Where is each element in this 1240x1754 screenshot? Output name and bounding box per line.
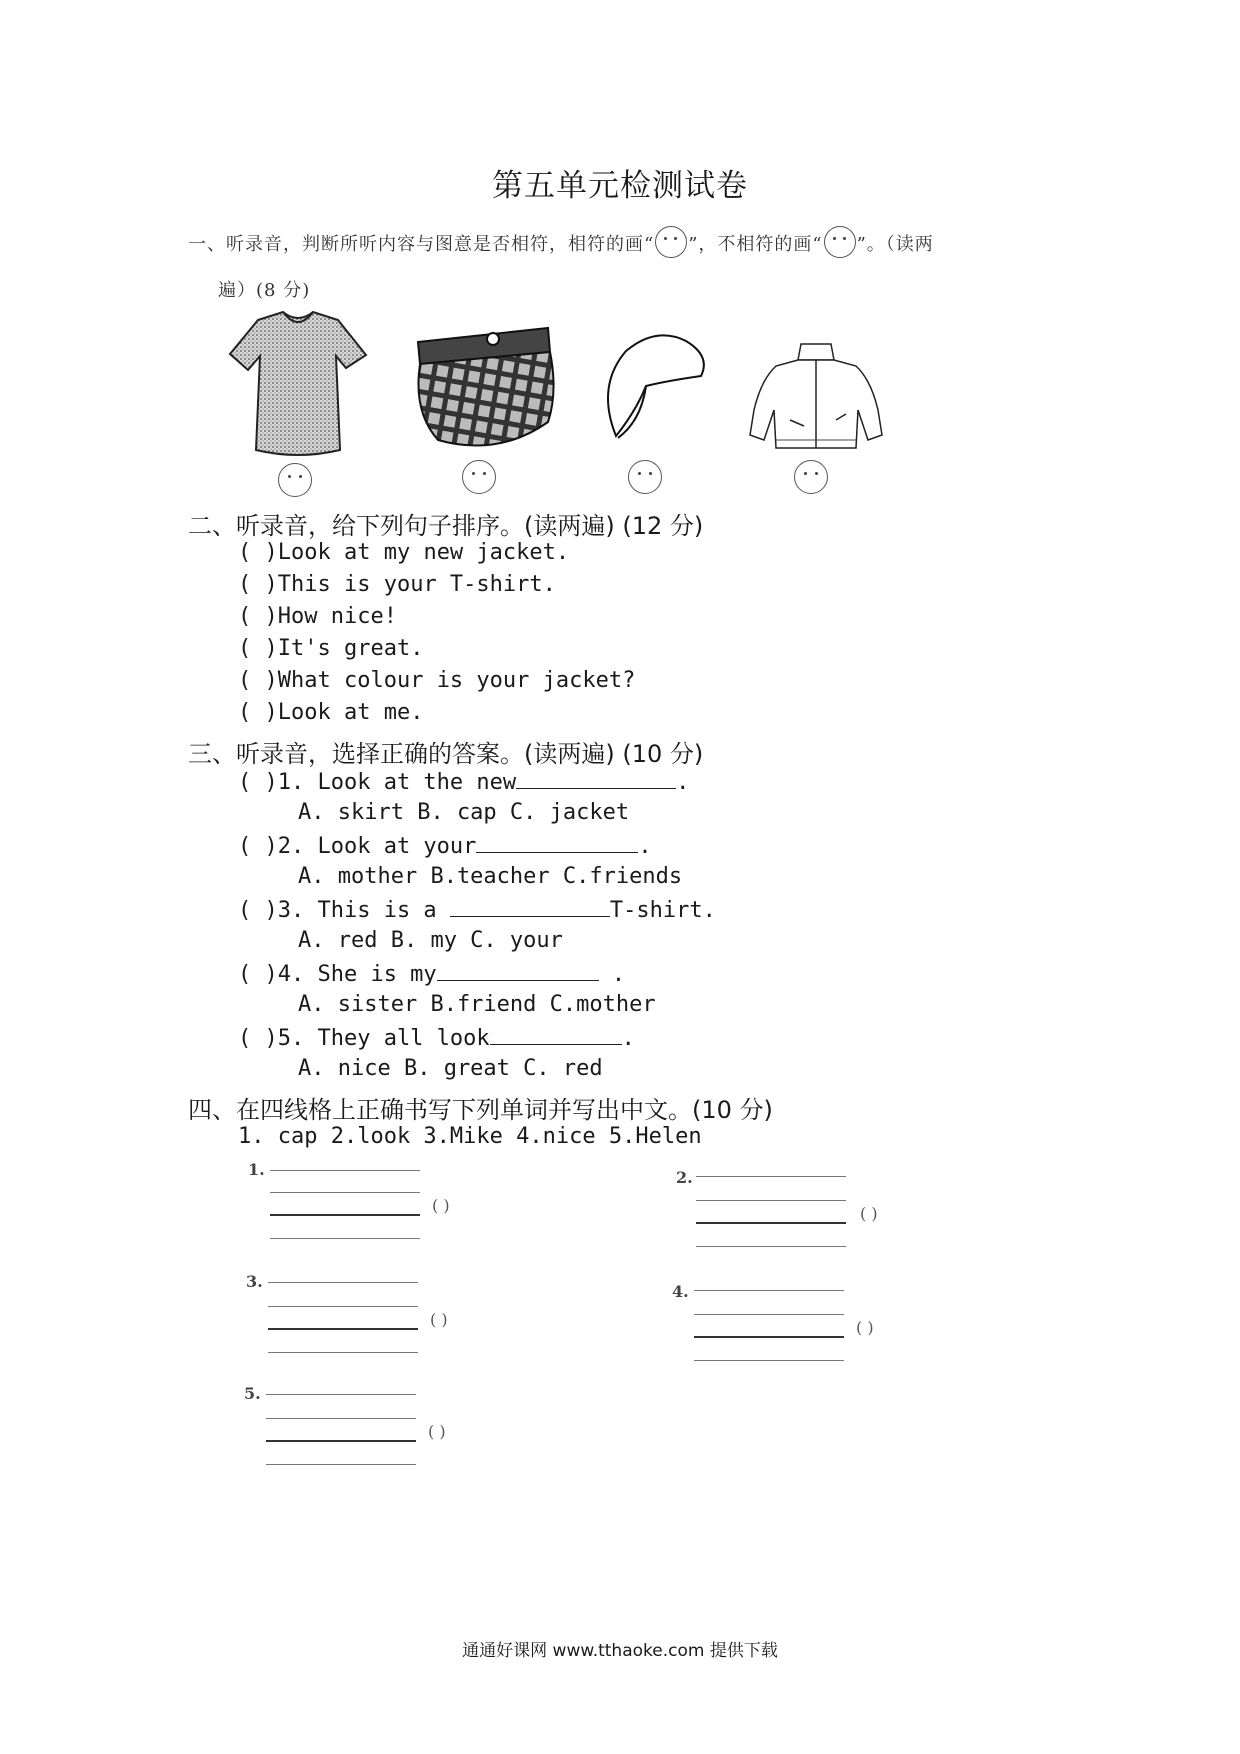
options-3: A. red B. my C. your — [298, 928, 563, 953]
order-blank[interactable]: ( ) — [238, 604, 278, 629]
section-4-heading: 四、在四线格上正确书写下列单词并写出中文。(10 分) — [188, 1096, 773, 1124]
sentence-2: ( )This is your T-shirt. — [238, 572, 556, 597]
options-4: A. sister B.friend C.mother — [298, 992, 656, 1017]
skirt-icon — [408, 322, 558, 452]
smile-face-icon — [655, 226, 687, 258]
order-blank[interactable]: ( ) — [238, 668, 278, 693]
sentence-5: ( )What colour is your jacket? — [238, 668, 636, 693]
order-blank[interactable]: ( ) — [238, 540, 278, 565]
answer-face-1[interactable] — [278, 463, 312, 497]
section-1-text-b: ”，不相符的画“ — [688, 234, 823, 255]
sentence-4: ( )It's great. — [238, 636, 424, 661]
footer: 通通好课网 www.tthaoke.com 提供下载 — [462, 1641, 778, 1661]
cap-icon — [596, 326, 716, 456]
question-4: ( )4. She is my . — [238, 962, 626, 987]
section-1-heading-cont: 遍）(8 分) — [218, 280, 311, 301]
answer-blank[interactable] — [516, 768, 676, 789]
question-2: ( )2. Look at your . — [238, 834, 652, 859]
t-shirt-icon — [228, 310, 368, 460]
answer-blank[interactable] — [476, 832, 638, 853]
options-2: A. mother B.teacher C.friends — [298, 864, 683, 889]
word-list: 1. cap 2.look 3.Mike 4.nice 5.Helen — [238, 1124, 702, 1149]
order-blank[interactable]: ( ) — [238, 700, 278, 725]
section-2-heading: 二、听录音，给下列句子排序。(读两遍) (12 分) — [188, 512, 704, 540]
sad-face-icon — [824, 226, 856, 258]
options-5: A. nice B. great C. red — [298, 1056, 603, 1081]
options-1: A. skirt B. cap C. jacket — [298, 800, 630, 825]
section-1-heading — [188, 230, 934, 258]
question-3: ( )3. This is a T-shirt. — [238, 898, 716, 923]
sentence-6: ( )Look at me. — [238, 700, 424, 725]
section-3-heading: 三、听录音，选择正确的答案。(读两遍) (10 分) — [188, 740, 704, 768]
section-1-text-a: 一、听录音，判断所听内容与图意是否相符，相符的画“ — [188, 234, 655, 255]
answer-face-4[interactable] — [794, 460, 828, 494]
jacket-icon — [746, 340, 886, 455]
answer-face-2[interactable] — [462, 460, 496, 494]
question-5: ( )5. They all look . — [238, 1026, 635, 1051]
sentence-1: ( )Look at my new jacket. — [238, 540, 570, 565]
answer-face-3[interactable] — [628, 460, 662, 494]
answer-blank[interactable] — [490, 1024, 622, 1045]
order-blank[interactable]: ( ) — [238, 636, 278, 661]
section-1-text-c: ”。（读两 — [856, 234, 934, 255]
question-1: ( )1. Look at the new . — [238, 770, 690, 795]
sentence-3: ( )How nice! — [238, 604, 397, 629]
order-blank[interactable]: ( ) — [238, 572, 278, 597]
page-title: 第五单元检测试卷 — [492, 168, 748, 204]
answer-blank[interactable] — [450, 896, 610, 917]
answer-blank[interactable] — [437, 960, 599, 981]
